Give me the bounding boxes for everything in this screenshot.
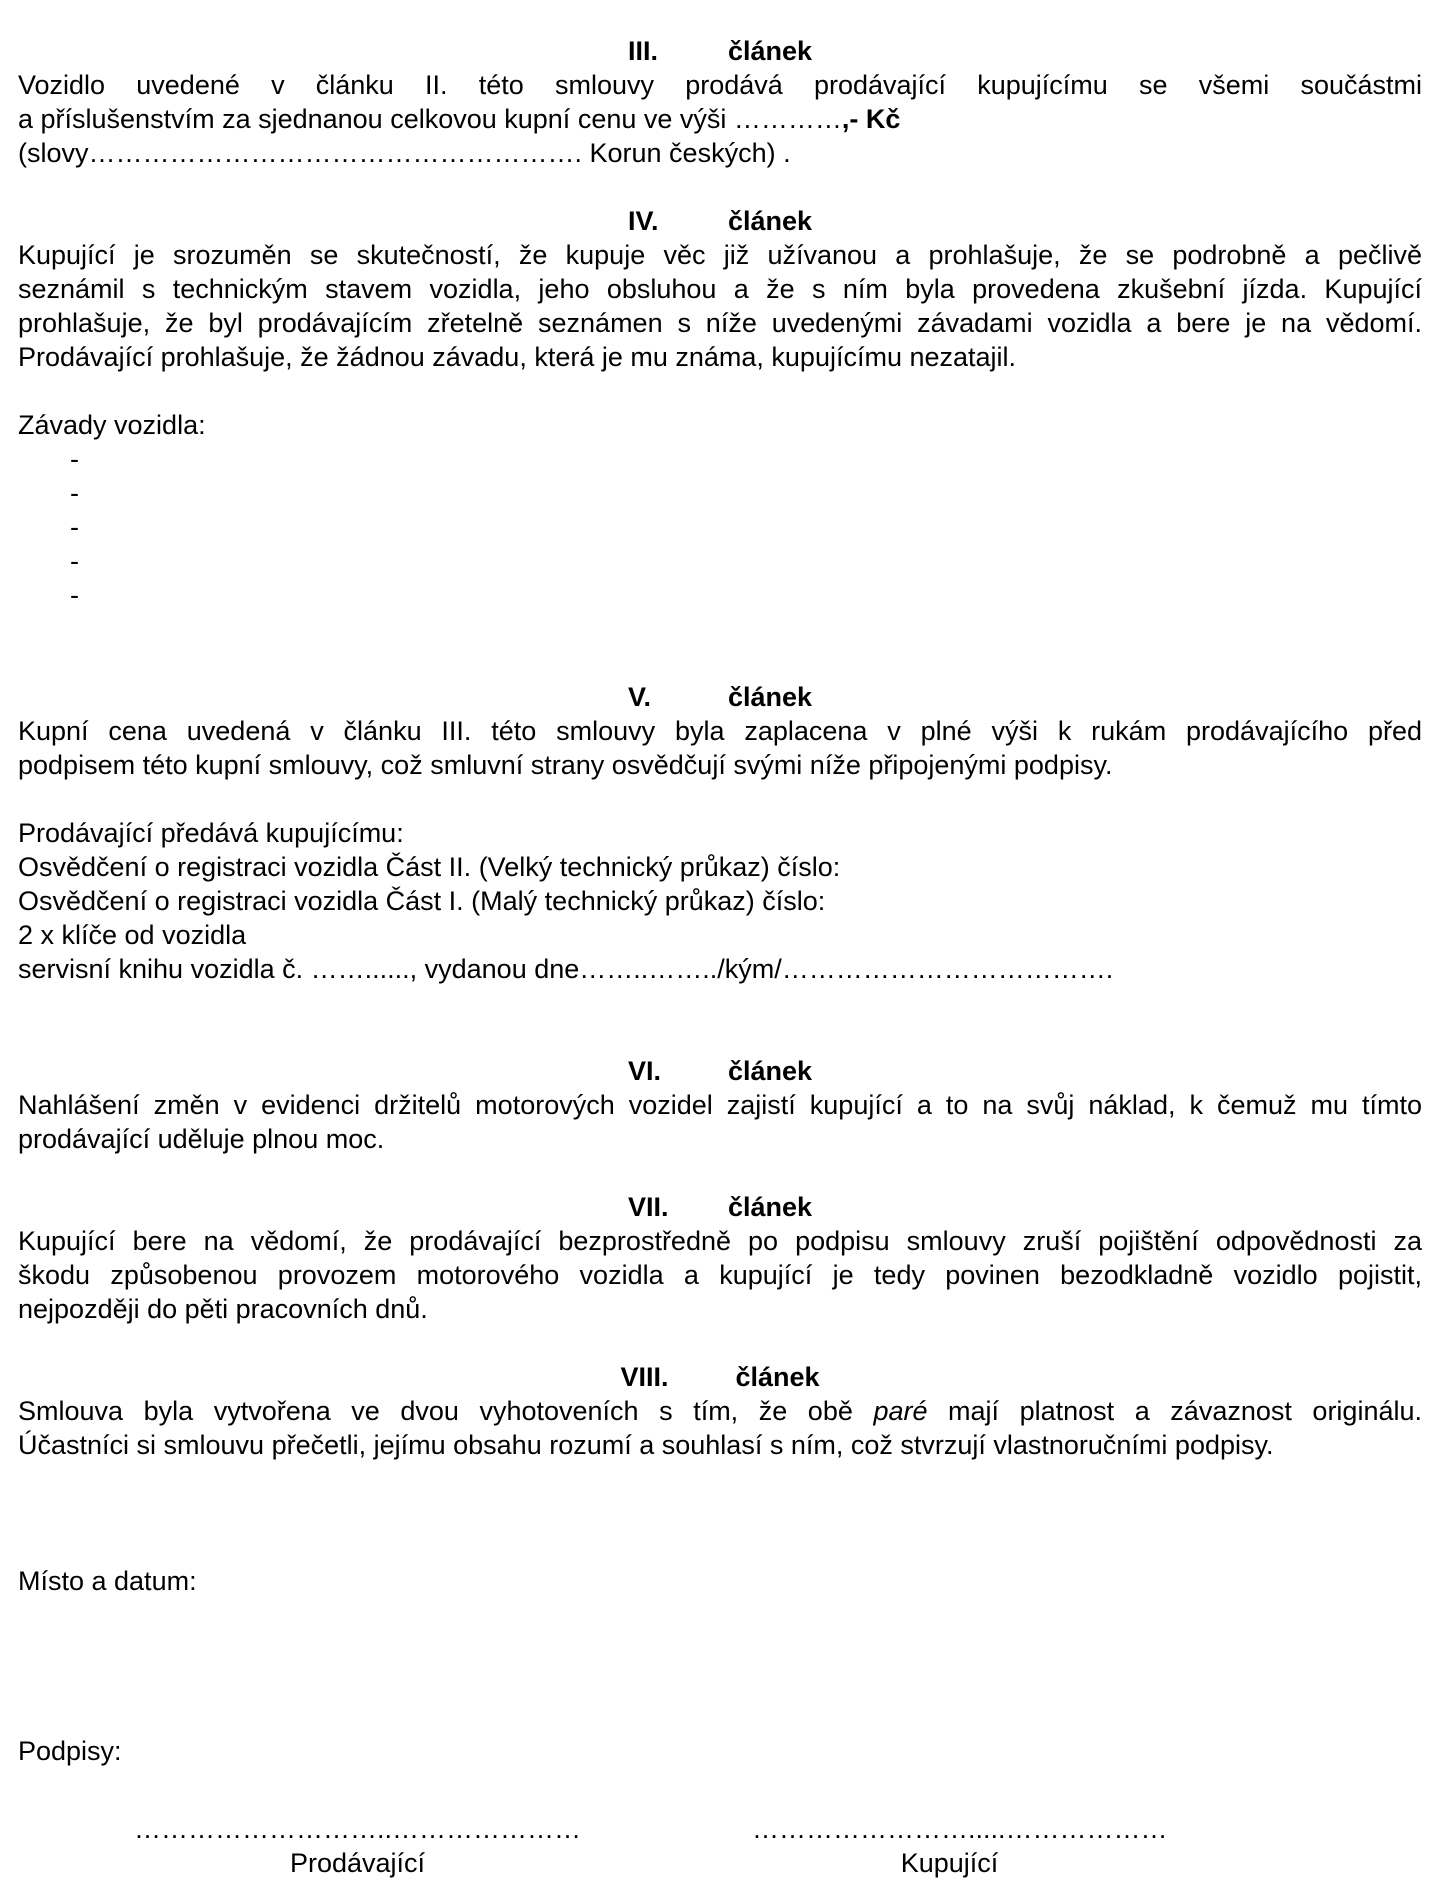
article-word: článek [735, 1362, 820, 1392]
text-line [18, 1394, 1422, 1428]
text-line: nejpozději do pěti pracovních dnů. [18, 1294, 428, 1324]
article-number: V. [627, 682, 652, 712]
handover-line: servisní knihu vozidla č. ……......, vydanou dne……..……../kým/………………………………. [18, 954, 1114, 984]
handover-line: Osvědčení o registraci vozidla Část I. (Malý technický průkaz) číslo: [18, 886, 826, 916]
article-5-text [18, 714, 1422, 782]
article-4-heading [18, 204, 1422, 238]
article-3-heading [18, 34, 1422, 68]
defect-item: - [70, 546, 79, 576]
text-line: Nahlášení změn v evidenci držitelů motorových vozidel zajistí kupující a to na svůj náklad, k čemuž mu tímto [18, 1090, 1422, 1120]
italic-term: paré [873, 1396, 928, 1426]
article-7-heading [18, 1190, 1422, 1224]
price-currency: ,- Kč [841, 104, 901, 134]
signature-line: …………………….....……………… [752, 1814, 1168, 1844]
text-line: seznámil s technickým stavem vozidla, jeho obsluhou a že s ním byla provedena zkušební jízda. Kupující [18, 274, 1422, 304]
article-word: článek [727, 682, 813, 712]
text-line: Kupní cena uvedená v článku III. této smlouvy byla zaplacena v plné výši k rukám prodávajícího před [18, 716, 1422, 746]
price-text: a příslušenstvím za sjednanou celkovou kupní cenu ve výši ………… [18, 104, 842, 134]
text-segment: Smlouva byla vytvořena ve dvou vyhotoveních s tím, že obě [18, 1396, 853, 1426]
seller-signature [130, 1812, 585, 1880]
defects-list [18, 442, 1422, 612]
article-number: VI. [627, 1056, 661, 1086]
text-line: Kupující bere na vědomí, že prodávající bezprostředně po podpisu smlouvy zruší pojištění odpovědnosti za [18, 1226, 1422, 1256]
article-8-heading [18, 1360, 1422, 1394]
article-5-heading [18, 680, 1422, 714]
price-line [18, 102, 1422, 136]
handover-line: Prodávající předává kupujícímu: [18, 818, 404, 848]
contract-page [18, 34, 1422, 1768]
signatures-label: Podpisy: [18, 1736, 122, 1766]
article-4-text [18, 238, 1422, 374]
signature-row [0, 1812, 1438, 1892]
place-date-label: Místo a datum: [18, 1566, 197, 1596]
defect-item: - [70, 478, 79, 508]
handover-line: Osvědčení o registraci vozidla Část II. (Velký technický průkaz) číslo: [18, 852, 841, 882]
text-segment: mají platnost a závaznost originálu. [948, 1396, 1422, 1426]
article-6-text [18, 1088, 1422, 1156]
handover-line: 2 x klíče od vozidla [18, 920, 247, 950]
seller-label: Prodávající [289, 1848, 426, 1878]
price-in-words-line: (slovy………………………………………………. Korun českých) . [18, 138, 791, 168]
handover-list [18, 816, 1422, 986]
defect-item: - [70, 512, 79, 542]
text-line: Kupující je srozuměn se skutečností, že kupuje věc již užívanou a prohlašuje, že se podrobně a pečlivě [18, 240, 1422, 270]
buyer-label: Kupující [900, 1848, 999, 1878]
article-number: III. [627, 36, 658, 66]
text-line: škodu způsobenou provozem motorového vozidla a kupující je tedy povinen bezodkladně vozidlo pojistit, [18, 1260, 1422, 1290]
text-line: Účastníci si smlouvu přečetli, jejímu obsahu rozumí a souhlasí s ním, což stvrzují vlastnoručními podpisy. [18, 1430, 1274, 1460]
defect-item: - [70, 580, 79, 610]
text-line: prohlašuje, že byl prodávajícím zřetelně seznámen s níže uvedenými závadami vozidla a bere je na vědomí. [18, 308, 1422, 338]
article-7-text [18, 1224, 1422, 1326]
article-number: VII. [627, 1192, 669, 1222]
text-line: Vozidlo uvedené v článku II. této smlouvy prodává prodávající kupujícímu se všemi součástmi [18, 70, 1422, 100]
article-3-text [18, 68, 1422, 170]
article-8-text [18, 1394, 1422, 1462]
text-line: Prodávající prohlašuje, že žádnou závadu, která je mu známa, kupujícímu nezatajil. [18, 342, 1017, 372]
article-6-heading [18, 1054, 1422, 1088]
defect-item: - [70, 444, 79, 474]
defects-label: Závady vozidla: [18, 410, 206, 440]
article-word: článek [727, 206, 813, 236]
buyer-signature [752, 1812, 1168, 1880]
article-word: článek [727, 1192, 813, 1222]
article-number: IV. [627, 206, 659, 236]
article-word: článek [727, 36, 813, 66]
text-line: podpisem této kupní smlouvy, což smluvní strany osvědčují svými níže připojenými podpisy. [18, 750, 1113, 780]
article-word: článek [727, 1056, 813, 1086]
text-line: prodávající uděluje plnou moc. [18, 1124, 385, 1154]
article-number: VIII. [620, 1362, 669, 1392]
signature-line: ………………………..………………… [133, 1814, 581, 1844]
